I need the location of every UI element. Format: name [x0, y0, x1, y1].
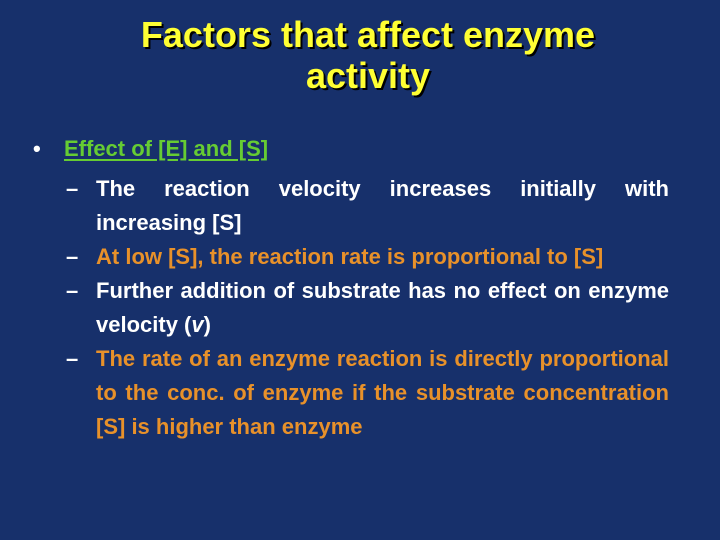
sub-bullet-item-4: [66, 342, 669, 444]
slide-title: [0, 14, 720, 96]
dash-marker: –: [66, 244, 79, 269]
sub-bullet-text: At low [S], the reaction rate is proportional to [S]: [96, 244, 604, 269]
slide-title-line-2: activity: [305, 55, 431, 96]
sub-bullet-item-1: [66, 172, 669, 240]
sub-bullet-text: The rate of an enzyme reaction is directly proportional to the conc. of enzyme if the substrate concentration [S] is higher than enzyme: [96, 346, 669, 439]
sub-bullet-item-3: [66, 274, 669, 342]
bullet-item: [33, 134, 268, 164]
sub-bullet-text: The reaction velocity increases initially with increasing [S]: [96, 176, 669, 235]
dash-marker: –: [66, 176, 79, 201]
sub-bullet-text: Further addition of substrate has no effect on enzyme velocity (: [96, 278, 669, 337]
sub-bullet-list: [66, 172, 669, 444]
bullet-marker: •: [33, 136, 41, 161]
dash-marker: –: [66, 278, 79, 303]
slide-title-line-1: Factors that affect enzyme: [140, 14, 596, 55]
sub-bullet-text-end: ): [203, 312, 211, 337]
sub-bullet-item-2: [66, 240, 669, 274]
dash-marker: –: [66, 346, 79, 371]
bullet-heading: Effect of [E] and [S]: [64, 136, 269, 161]
velocity-symbol: v: [191, 312, 204, 337]
